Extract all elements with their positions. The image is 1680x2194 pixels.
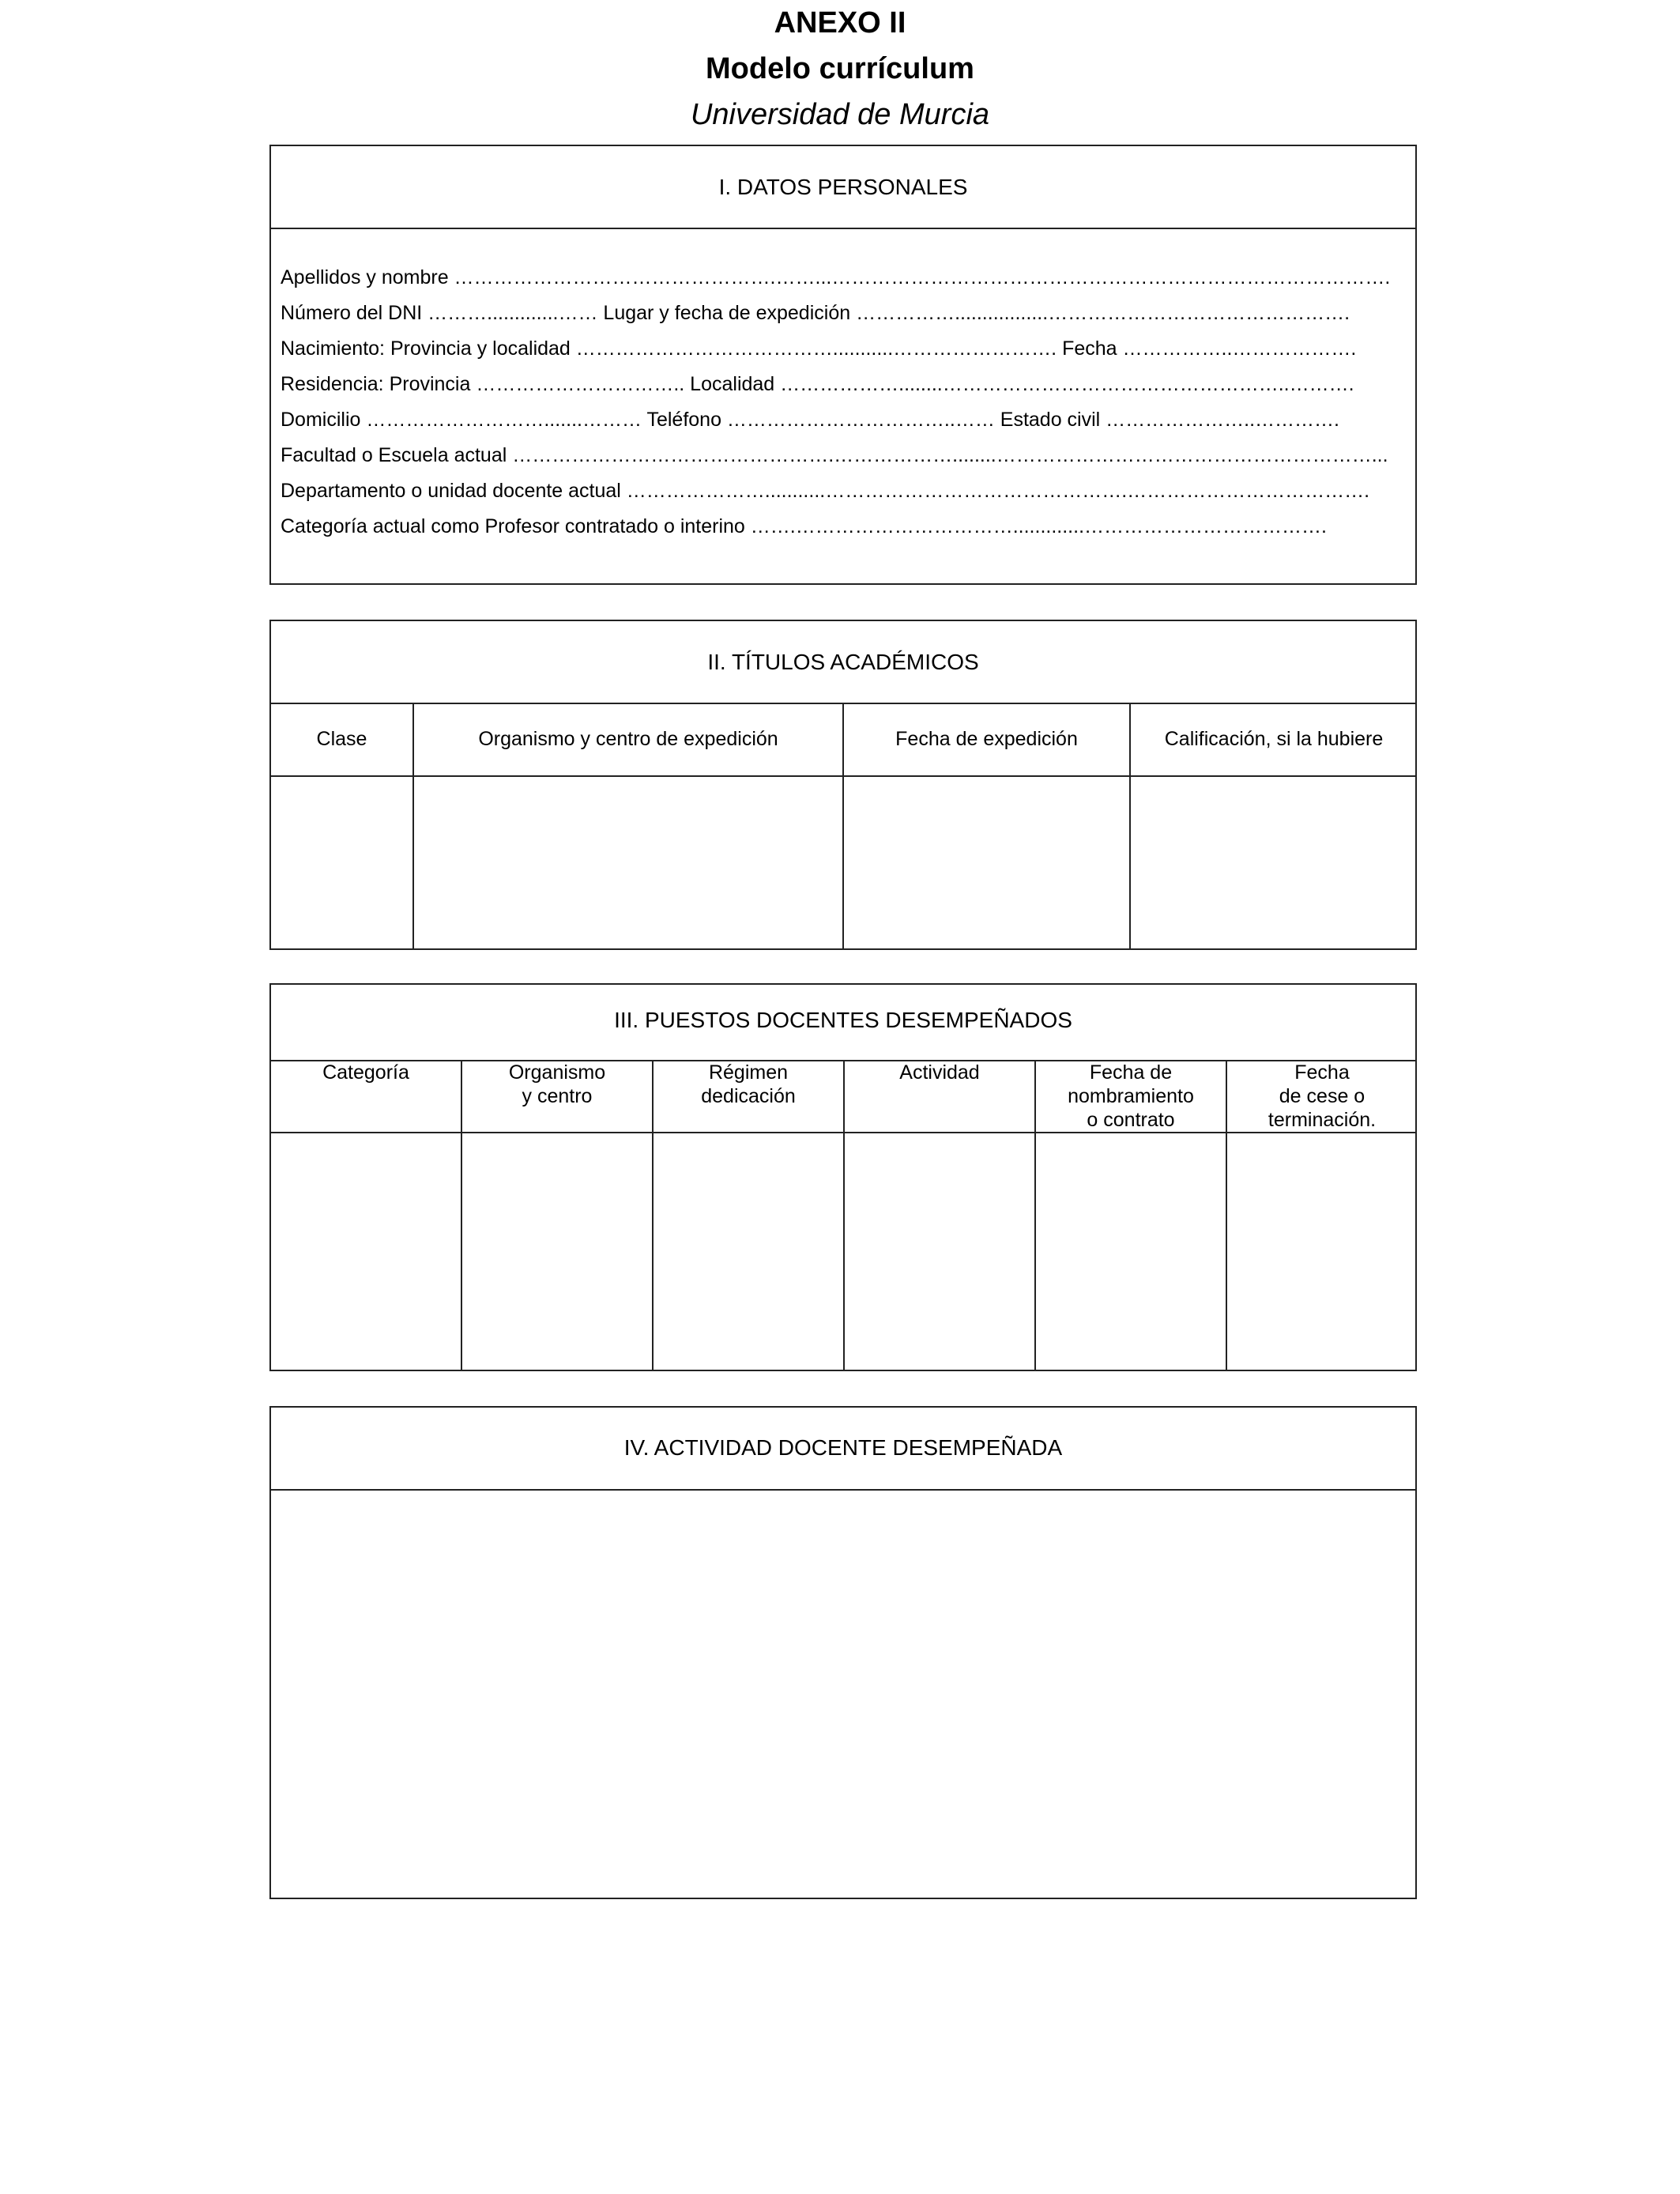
column-header: Calificación, si la hubiere xyxy=(1164,728,1384,750)
column-header: Actividad xyxy=(899,1061,980,1084)
field-dni[interactable]: Número del DNI ……….............…… Lugar y fecha de expedición …………….................………………………………………. xyxy=(281,302,1350,324)
document-title: Modelo currículum xyxy=(706,52,974,85)
column-header: Fecha de cese o terminación. xyxy=(1268,1061,1377,1131)
divider xyxy=(271,1489,1415,1491)
section-title: III. PUESTOS DOCENTES DESEMPEÑADOS xyxy=(614,1008,1072,1032)
field-faculty[interactable]: Facultad o Escuela actual ………………………………………….………………........…………………………………………………... xyxy=(281,444,1388,466)
column-header: Categoría xyxy=(322,1061,409,1084)
field-birth[interactable]: Nacimiento: Provincia y localidad …………………………………...........……………………. Fecha ……………..………………. xyxy=(281,337,1357,360)
field-category[interactable]: Categoría actual como Profesor contratado o interino …….…………………………….............………………………………. xyxy=(281,515,1327,537)
field-name[interactable]: Apellidos y nombre ………………………………………….……...…………………………………………………………………………. xyxy=(281,266,1391,288)
field-department[interactable]: Departamento o unidad docente actual …………………...........……………………………………….………………………………. xyxy=(281,480,1370,502)
column-header: Organismo y centro de expedición xyxy=(478,728,778,750)
column-header: Organismo y centro xyxy=(508,1061,606,1107)
column-header: Clase xyxy=(316,728,367,750)
personal-data-section xyxy=(269,145,1417,585)
field-residence[interactable]: Residencia: Provincia ………………………….. Localidad ………………........……………………………………………..………. xyxy=(281,373,1354,395)
teaching-activity-section xyxy=(269,1406,1417,1899)
field-address[interactable]: Domicilio ……………………….......……… Teléfono ……………………………..…… Estado civil …………………..…………. xyxy=(281,409,1339,431)
column-header: Régimen dedicación xyxy=(701,1061,796,1107)
teaching-positions-section xyxy=(269,983,1417,1371)
annex-label: ANEXO II xyxy=(774,6,906,40)
university-name: Universidad de Murcia xyxy=(690,98,990,131)
academic-titles-section xyxy=(269,620,1417,950)
divider xyxy=(271,228,1415,229)
section-title: IV. ACTIVIDAD DOCENTE DESEMPEÑADA xyxy=(623,1435,1063,1460)
column-header: Fecha de expedición xyxy=(895,728,1078,750)
column-header: Fecha de nombramiento o contrato xyxy=(1068,1061,1194,1131)
section-title: II. TÍTULOS ACADÉMICOS xyxy=(707,650,979,674)
column-divider xyxy=(843,1060,845,1371)
section-title: I. DATOS PERSONALES xyxy=(718,175,968,199)
